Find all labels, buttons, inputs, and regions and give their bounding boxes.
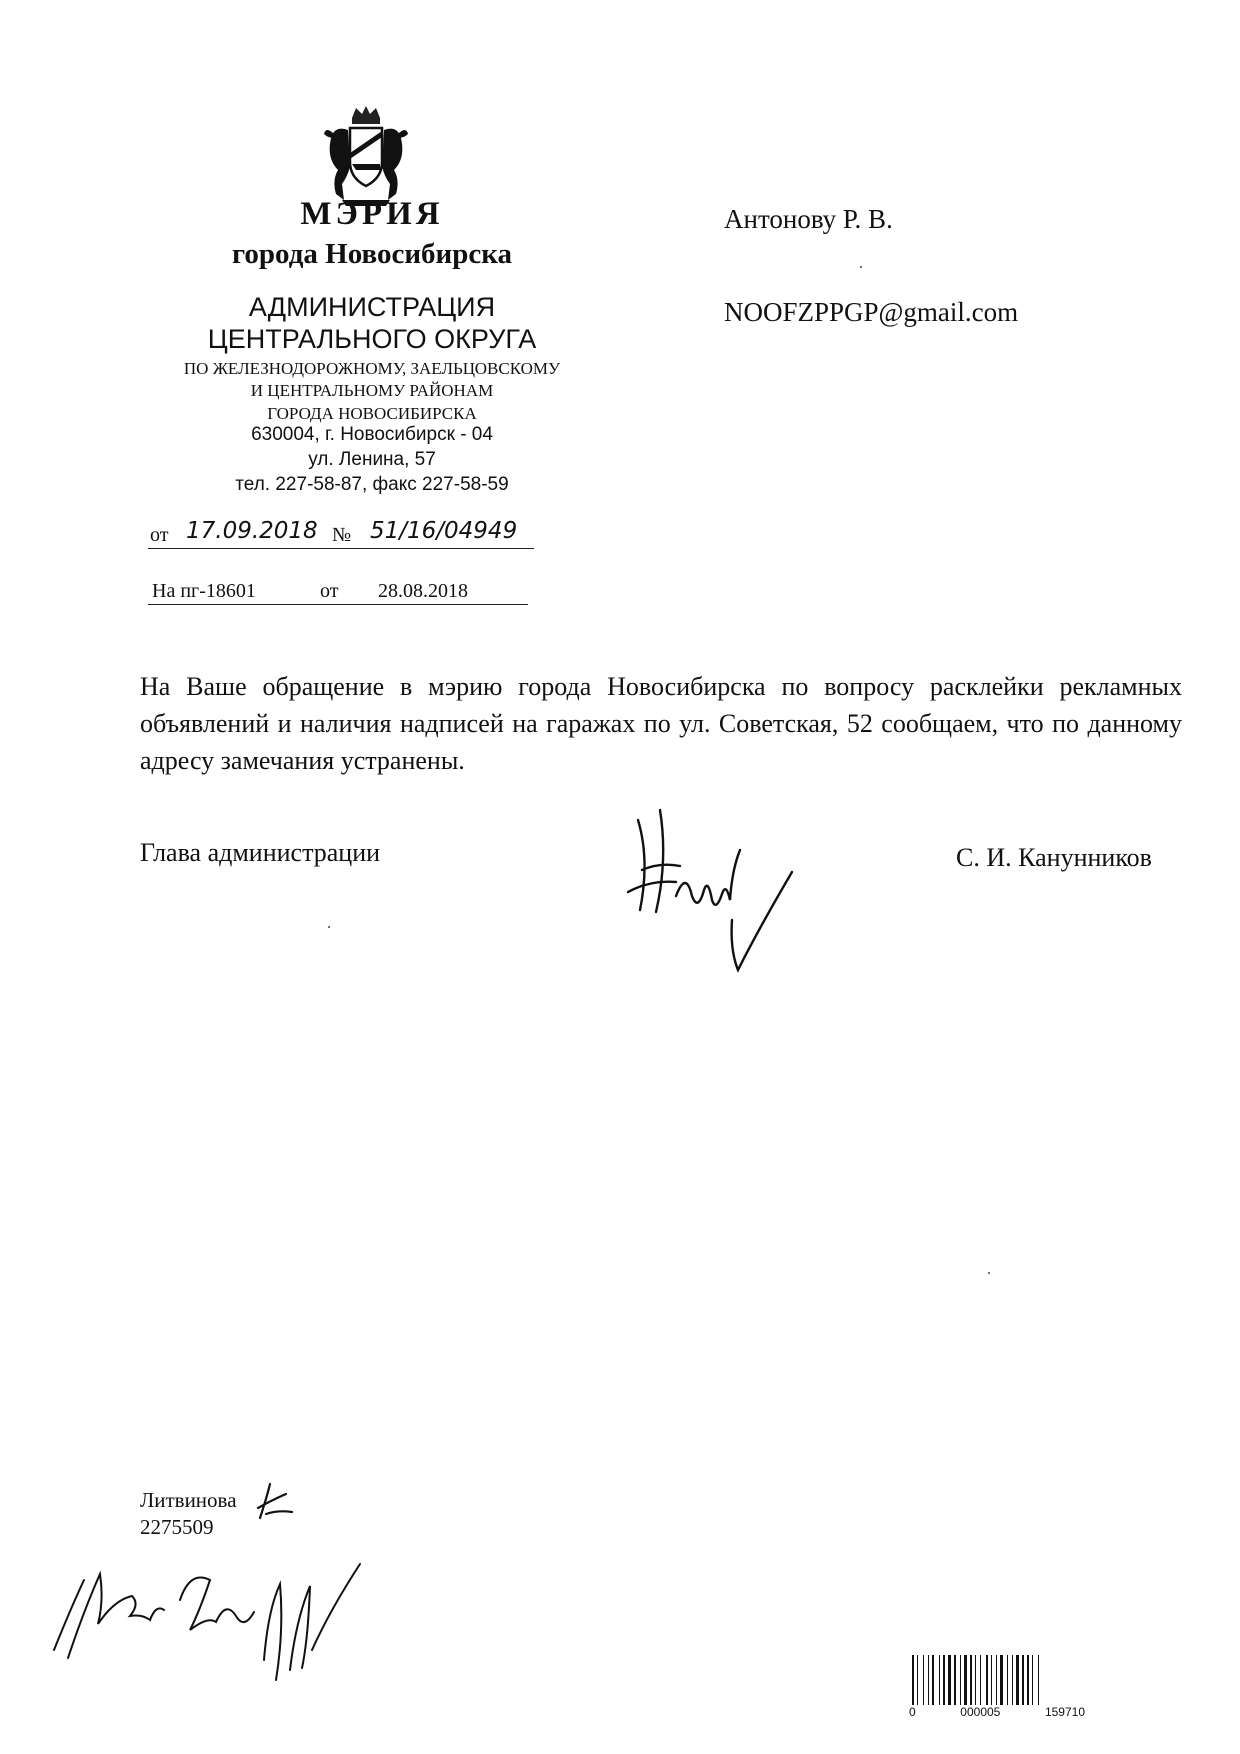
letterhead-meria: МЭРИЯ	[300, 196, 444, 232]
barcode-bar	[991, 1655, 992, 1705]
reply-ot-label: от	[320, 580, 339, 602]
barcode-bar	[986, 1655, 988, 1705]
barcode-bar	[1027, 1655, 1029, 1705]
signatory-title: Глава администрации	[140, 838, 381, 867]
letterhead-address-line2: ул. Ленина, 57	[308, 449, 436, 470]
barcode-bar	[975, 1655, 976, 1705]
scan-speck	[860, 266, 862, 268]
letter-body	[140, 668, 1182, 779]
letterhead-admin-line1: АДМИНИСТРАЦИЯ	[248, 292, 496, 322]
barcode-bar	[928, 1655, 929, 1705]
barcode-bar	[923, 1655, 924, 1705]
barcode-bar	[970, 1655, 972, 1705]
letter-body-text: На Ваше обращение в мэрию города Новосибирска по вопросу расклейки рекламных объявлений и наличия надписей на гаражах по ул. Советская, 52 сообщаем, что по данному адресу замечания устранены.	[140, 672, 1182, 775]
ref-number-handwritten: 51/16/04949	[370, 518, 518, 544]
executor-name: Литвинова	[140, 1488, 237, 1512]
barcode-bar	[1016, 1655, 1019, 1705]
barcode-bar	[1000, 1655, 1003, 1705]
barcode-digits-left: 0	[909, 1705, 916, 1719]
barcode-bar	[996, 1655, 997, 1705]
barcode-digits	[909, 1705, 1085, 1719]
letterhead-city: города Новосибирска	[231, 238, 513, 270]
addressee-email: NOOFZPPGP@gmail.com	[724, 297, 1019, 327]
barcode-bar	[960, 1655, 961, 1705]
barcode-bar	[980, 1655, 981, 1705]
initials-mark-icon	[252, 1478, 302, 1523]
barcode-bar	[948, 1655, 951, 1705]
barcode-icon	[910, 1655, 1082, 1705]
barcode-bar	[954, 1655, 956, 1705]
letterhead-districts-line3: ГОРОДА НОВОСИБИРСКА	[267, 404, 477, 423]
executor-phone: 2275509	[140, 1515, 214, 1539]
barcode-bar	[939, 1655, 940, 1705]
barcode-bar	[912, 1655, 914, 1705]
ref-ot-label: от	[150, 524, 169, 546]
signatory-name: С. И. Канунников	[956, 843, 1152, 872]
reply-date: 28.08.2018	[378, 580, 468, 602]
letterhead-phone-line: тел. 227-58-87, факс 227-58-59	[235, 474, 509, 495]
coat-of-arms-icon	[322, 104, 410, 208]
barcode-bar	[1032, 1655, 1033, 1705]
scan-speck	[328, 926, 330, 928]
barcode-digits-right: 159710	[1044, 1705, 1085, 1719]
letterhead-districts-line2: И ЦЕНТРАЛЬНОМУ РАЙОНАМ	[250, 381, 494, 400]
handwritten-signature-icon	[620, 800, 800, 980]
approval-signatures-icon	[40, 1540, 380, 1690]
barcode-bar	[1022, 1655, 1024, 1705]
barcode-bar	[1038, 1655, 1039, 1705]
outgoing-reference-line	[148, 520, 534, 549]
addressee-name: Антонову Р. В.	[724, 204, 893, 234]
barcode-bar	[917, 1655, 918, 1705]
reply-ref-label: На пг-18601	[152, 580, 256, 602]
ref-date-handwritten: 17.09.2018	[186, 518, 318, 544]
barcode-bar	[943, 1655, 945, 1705]
barcode-bar	[932, 1655, 934, 1705]
letterhead-address-line1: 630004, г. Новосибирск - 04	[251, 424, 493, 445]
barcode-bar	[1012, 1655, 1013, 1705]
barcode-bar	[1007, 1655, 1008, 1705]
barcode-bar	[964, 1655, 967, 1705]
barcode-digits-mid: 000005	[960, 1705, 1001, 1719]
ref-number-label: №	[332, 524, 352, 546]
letterhead-districts-line1: ПО ЖЕЛЕЗНОДОРОЖНОМУ, ЗАЕЛЬЦОВСКОМУ	[183, 359, 561, 378]
scan-speck	[988, 1272, 990, 1274]
letterhead-admin-line2: ЦЕНТРАЛЬНОГО ОКРУГА	[207, 324, 537, 354]
reply-reference-line	[148, 578, 528, 605]
